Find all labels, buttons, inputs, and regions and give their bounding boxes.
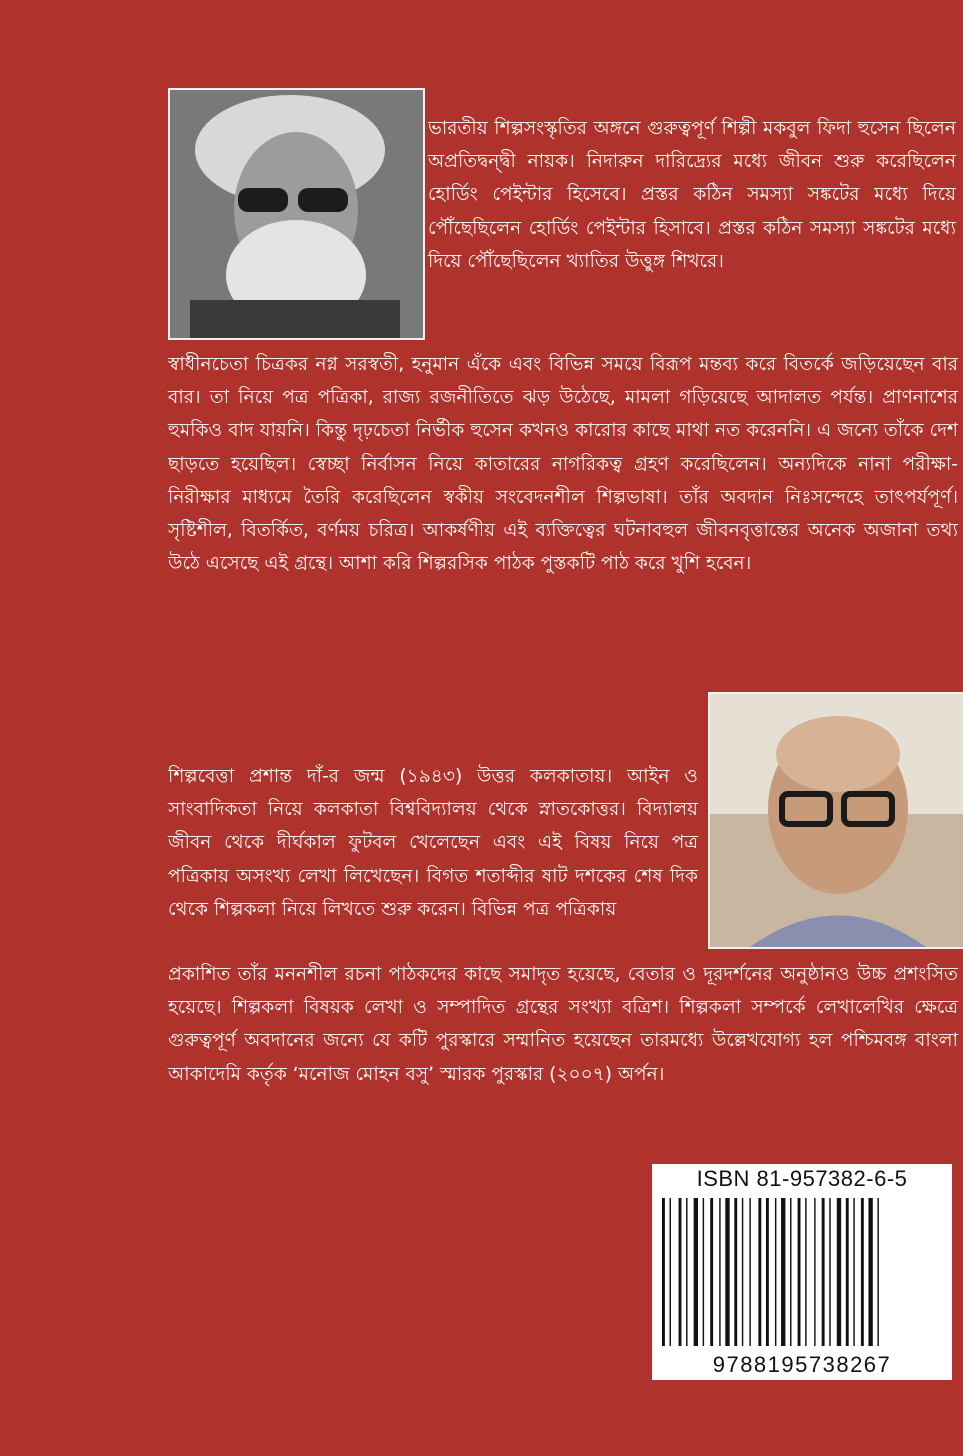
barcode-bar — [861, 1198, 864, 1346]
barcode-bars — [660, 1198, 944, 1346]
barcode-bar — [798, 1198, 801, 1346]
barcode-bar — [703, 1198, 704, 1346]
barcode-bar — [670, 1198, 671, 1346]
barcode-bar — [710, 1198, 713, 1346]
barcode-bar — [766, 1198, 769, 1346]
author-bio-intro: শিল্পবেত্তা প্রশান্ত দাঁ-র জন্ম (১৯৪৩) উত্তর কলকাতায়। আইন ও সাংবাদিকতা নিয়ে কলকাতা বিশ্ববিদ্যালয় থেকে স্নাতকোত্তর। বিদ্যালয় জীবন থেকে দীর্ঘকাল ফুটবল খেলেছেন এবং এই বিষয় নিয়ে পত্র পত্রিকায় অসংখ্য লেখা লিখেছেন। বিগত শতাব্দীর ষাট দশকের শেষ দিক থেকে শিল্পকলা নিয়ে লিখতে শুরু করেন। বিভিন্ন পত্র পত্রিকায় — [168, 766, 698, 920]
subject-photo — [168, 88, 425, 340]
barcode-bar — [837, 1198, 841, 1346]
barcode-bar — [775, 1198, 776, 1346]
barcode-bar — [749, 1198, 750, 1346]
barcode-bar — [781, 1198, 785, 1346]
barcode-bar — [742, 1198, 743, 1346]
barcode-bar — [662, 1198, 665, 1346]
isbn-barcode — [652, 1164, 952, 1380]
barcode-bar — [734, 1198, 737, 1346]
subject-bio-rest: স্বাধীনচেতা চিত্রকর নগ্ন সরস্বতী, হনুমান এঁকে এবং বিভিন্ন সময়ে বিরূপ মন্তব্য করে বিতর্কে জড়িয়েছেন বার বার। তা নিয়ে পত্র পত্রিকা, রাজ্য রজনীতিতে ঝড় উঠেছে, মামলা গড়িয়েছে আদালত পর্যন্ত। প্রাণনাশের হুমকিও বাদ যায়নি। কিন্তু দৃঢ়চেতা নির্ভীক হুসেন কখনও কারোর কাছে মাথা নত করেননি। এ জন্যে তাঁকে দেশ ছাড়তে হয়েছিল। স্বেচ্ছা নির্বাসন নিয়ে কাতারের নাগরিকত্ব গ্রহণ করেছিলেন। অন্যদিকে নানা পরীক্ষা-নিরীক্ষার মাধ্যমে তৈরি করেছিলেন স্বকীয় সংবেদনশীল শিল্পভাষা। তাঁর অবদান নিঃসন্দেহে তাৎপর্যপূর্ণ। সৃষ্টিশীল, বিতর্কিত, বর্ণময় চরিত্র। আকর্ষণীয় এই ব্যক্তিত্বের ঘটনাবহুল জীবনবৃত্তান্তের অনেক অজানা তথ্য উঠে এসেছে এই গ্রন্থে। আশা করি শিল্পরসিক পাঠক পুস্তকটি পাঠ করে খুশি হবেন। — [168, 354, 958, 575]
isbn-label: ISBN 81-957382-6-5 — [696, 1166, 908, 1191]
barcode-bar — [679, 1198, 682, 1346]
barcode-bar — [877, 1198, 878, 1346]
barcode-bar — [686, 1198, 687, 1346]
barcode-bar — [853, 1198, 854, 1346]
barcode-bar — [790, 1198, 791, 1346]
author-photo — [708, 692, 963, 949]
barcode-bar — [846, 1198, 849, 1346]
barcode-bar — [725, 1198, 729, 1346]
barcode-bar — [829, 1198, 830, 1346]
barcode-bar — [719, 1198, 720, 1346]
subject-bio-intro: ভারতীয় শিল্পসংস্কৃতির অঙ্গনে গুরুত্বপূর্ণ শিল্পী মকবুল ফিদা হুসেন ছিলেন অপ্রতিদ্বন্দ্বী নায়ক। নিদারুন দারিদ্র্যের মধ্যে জীবন শুরু করেছিলেন হোর্ডিং পেইন্টার হিসেবে। প্রস্তর কঠিন সমস্যা সঙ্কটের মধ্যে দিয়ে পৌঁছেছিলেন হোর্ডিং পেইন্টার হিসাবে। প্রস্তর কঠিন সমস্যা সঙ্কটের মধ্যে দিয়ে পৌঁছেছিলেন খ্যাতির উত্তুঙ্গ শিখরে। — [428, 118, 956, 272]
author-bio-rest: প্রকাশিত তাঁর মননশীল রচনা পাঠকদের কাছে সমাদৃত হয়েছে, বেতার ও দূরদর্শনের অনুষ্ঠানও উচ্চ প্রশংসিত হয়েছে। শিল্পকলা বিষয়ক লেখা ও সম্পাদিত গ্রন্থের সংখ্যা বত্রিশ। শিল্পকলা সম্পর্কে লেখালেখির ক্ষেত্রে গুরুত্বপূর্ণ অবদানের জন্যে যে কটি পুরস্কারে সম্মানিত হয়েছেন তারমধ্যে উল্লেখযোগ্য হল পশ্চিমবঙ্গ বাংলা আকাদেমি কর্তৃক ‘মনোজ মোহন বসু’ স্মারক পুরস্কার (২০০৭) অর্পন। — [168, 964, 958, 1085]
barcode-digits: 9788195738267 — [712, 1352, 892, 1377]
barcode-bar — [805, 1198, 806, 1346]
barcode-bar — [822, 1198, 825, 1346]
barcode-bar — [758, 1198, 761, 1346]
barcode-bar — [814, 1198, 815, 1346]
barcode-bar — [868, 1198, 872, 1346]
barcode-bar — [694, 1198, 698, 1346]
